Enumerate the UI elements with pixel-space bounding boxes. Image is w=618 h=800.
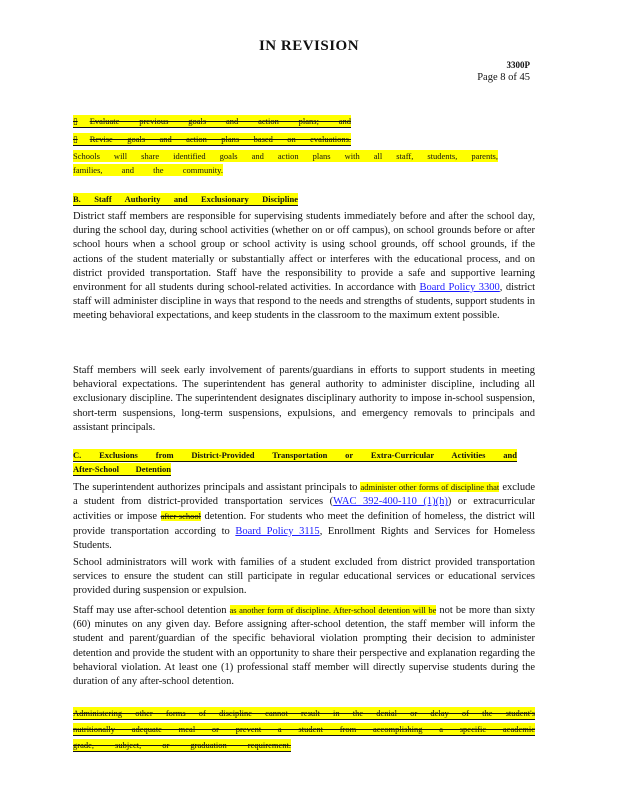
bullet-item-revise <box>73 133 351 146</box>
wac-392-400-110-link[interactable]: WAC 392-400-110 (1)(h) <box>333 496 448 508</box>
schools-note-line-2: families, and the community. <box>73 165 223 175</box>
struck-final-line-3: grade, subject, or graduation requirement. <box>73 740 291 750</box>
board-policy-3115-link[interactable]: Board Policy 3115 <box>235 525 320 537</box>
section-c-paragraph-2: School administrators will work with families of a student excluded from district provided transportation services to ensure the student can still participate in regular educational services or educational services provided during suspension or expulsion. <box>73 557 535 597</box>
bullet-list <box>73 115 351 146</box>
paragraph-text: , Enrollment Rights and Services for Homeless Students. <box>73 525 535 551</box>
policy-code: 3300P <box>506 60 530 70</box>
section-b-heading: B. Staff Authority and Exclusionary Discipline <box>73 194 298 204</box>
board-policy-3300-link[interactable]: Board Policy 3300 <box>419 282 500 294</box>
bullet-text: Revise goals and action plans based on evaluations. <box>89 134 351 144</box>
paragraph-text: ) or extracurricular activities or impose <box>73 496 535 523</box>
paragraph-text: , district staff will administer discipline in ways that respond to the needs and strengths of students, support students in meeting behavioral expectations, and keep students in the classroom to the maximum extent possible. <box>73 282 536 322</box>
struck-text: after-school <box>160 511 201 522</box>
section-c-heading-line-2: After-School Detention <box>73 464 171 474</box>
paragraph-text: District staff members are responsible for supervising students immediately before and after the school day, during the school day, during school activities (whether on or off campus), on school grounds before or after school hours when a school group or school activity is using school grounds, off school grounds, if the actions of the student materially or substantially affect or interferes with the educational process, and on district provided transportation. Staff have the responsibility to provide a safe and supportive learning environment for all students during school-related activities. In accordance with <box>73 211 535 294</box>
page-number: Page 8 of 45 <box>477 72 530 83</box>
section-c-paragraph-1 <box>73 480 535 553</box>
section-c-paragraph-3 <box>73 603 535 689</box>
bullet-item-evaluate <box>73 115 351 128</box>
revision-title: IN REVISION <box>258 38 360 54</box>
highlighted-insertion: as another form of discipline. After-school detention will be <box>229 605 437 615</box>
paragraph-text: The superintendent authorizes principals and assistant principals to <box>73 482 361 493</box>
bullet-text: Evaluate previous goals and action plans; and <box>89 116 351 126</box>
paragraph-text: exclude a student from district-provided transportation services ( <box>73 482 535 508</box>
section-c-heading <box>73 449 517 462</box>
schools-note-line-1: Schools will share identified goals and action plans with all staff, students, parents, <box>73 151 498 161</box>
paragraph-text: not be more than sixty (60) minutes on any given day. Before assigning after-school detention, the staff member will inform the student and parent/guardian of the specific behavioral violation prompting their decision to administer detention and provide the student with an opportunity to share their perspective and explanation regarding the behavioral violation. At least one (1) professional staff member will directly supervise students during the duration of any after-school detention. <box>73 605 535 688</box>
highlighted-insertion: administer other forms of discipline that <box>360 482 500 492</box>
bullet-marker: ▯ <box>73 116 78 126</box>
section-c-heading-line-1: C. Exclusions from District-Provided Transportation or Extra-Curricular Activities and <box>73 450 517 460</box>
paragraph-text: detention. For students who meet the definition of homeless, the district will provide transportation according to <box>73 511 535 537</box>
struck-final-line-2: nutritionally adequate meal or prevent a student from accomplishing a specific academic <box>73 724 535 734</box>
struck-final-line-1: Administering other forms of discipline cannot result in the denial or delay of the student's <box>73 708 535 718</box>
paragraph-text: Staff may use after-school detention <box>73 605 230 616</box>
bullet-marker: ▯ <box>73 134 78 144</box>
section-b-paragraph-2: Staff members will seek early involvement of parents/guardians in efforts to support students in meeting behavioral expectations. The superintendent has general authority to administer discipline, including all exclusionary discipline. The superintendent designates disciplinary authority to impose in-school suspension, short-term suspensions, long-term suspensions, expulsions, and emergency removals to principals and assistant principals. <box>73 365 535 433</box>
section-b-paragraph-1 <box>73 210 535 324</box>
